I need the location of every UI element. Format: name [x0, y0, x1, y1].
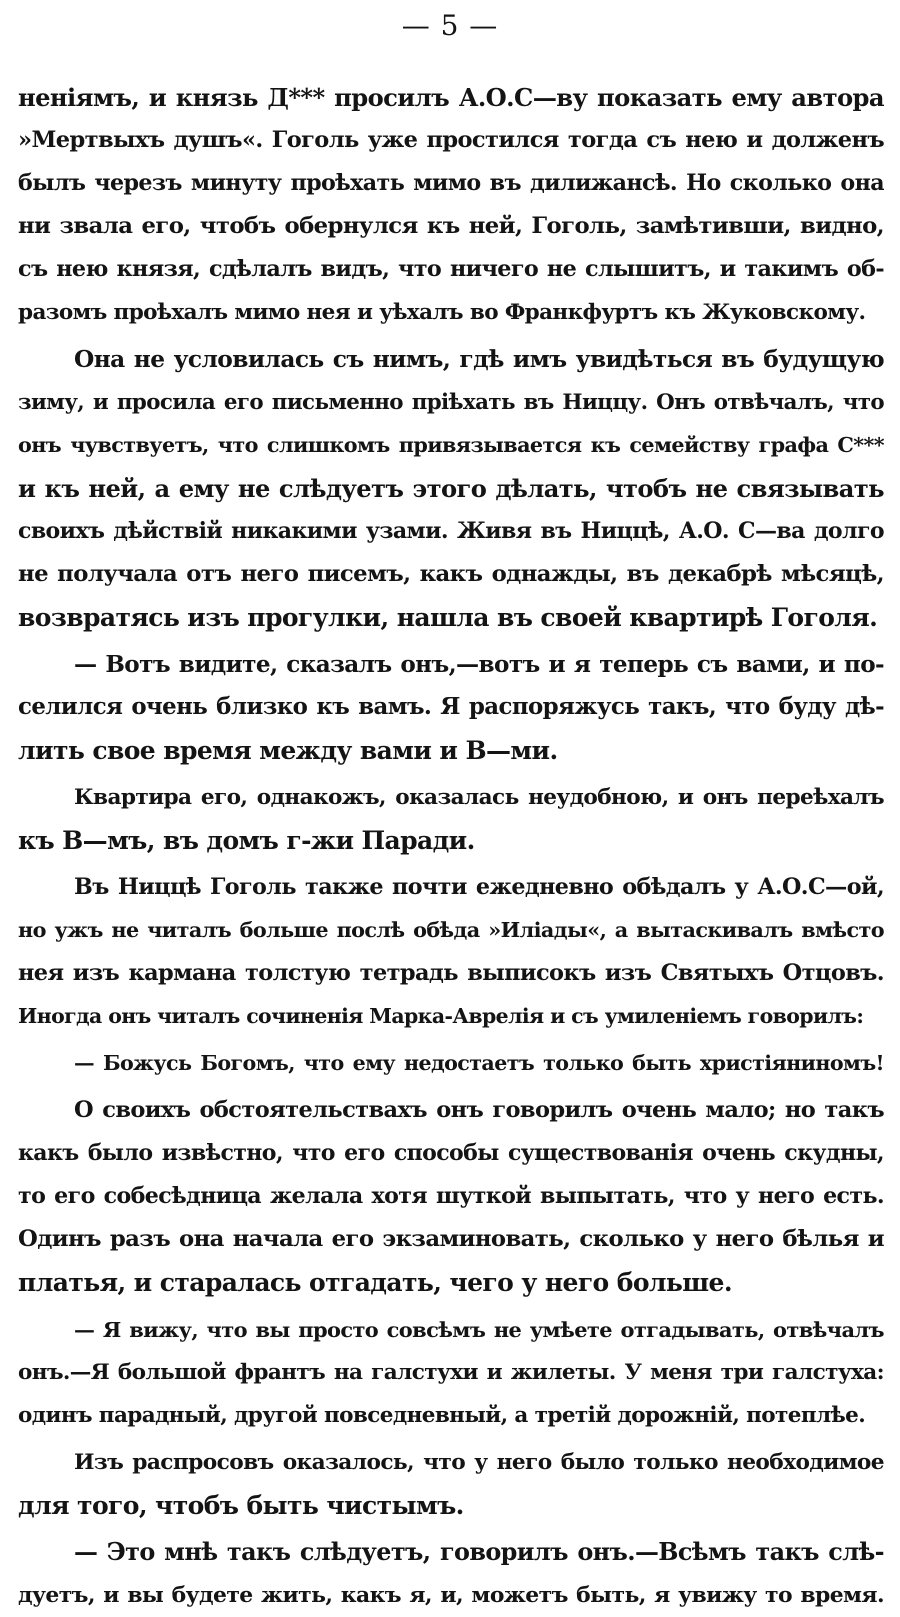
text-line: и къ ней, а ему не слѣдуетъ этого дѣлать, чтобъ не связывать [18, 474, 884, 503]
text-line: зиму, и просила его письменно прiѣхать въ Ниццу. Онъ отвѣчалъ, что [18, 390, 884, 415]
text-line: Въ Ниццѣ Гоголь также почти ежедневно обѣдалъ у А.О.С—ой, [74, 874, 884, 900]
text-line: — Я вижу, что вы просто совсѣмъ не умѣете отгадывать, отвѣчалъ [74, 1317, 884, 1342]
text-line: — Вотъ видите, сказалъ онъ,—вотъ и я теперь съ вами, и по- [74, 651, 884, 678]
text-line: Изъ распросовъ оказалось, что у него было только необходимое [74, 1450, 884, 1475]
text-line: къ В—мъ, въ домъ г-жи Паради. [18, 826, 475, 855]
text-line: нея изъ кармана толстую тетрадь выписокъ изъ Святыхъ Отцовъ. [18, 960, 884, 986]
text-line: для того, чтобъ быть чистымъ. [18, 1491, 464, 1520]
text-line: но ужъ не читалъ больше послѣ обѣда »Илiады«, а вытаскивалъ вмѣсто [18, 918, 884, 942]
text-line: не получала отъ него писемъ, какъ однажды, въ декабрѣ мѣсяцѣ, [18, 561, 884, 587]
text-line: Иногда онъ читалъ сочиненiя Марка-Аврелiя и съ умиленiемъ говорилъ: [18, 1004, 864, 1028]
text-line: онъ чувствуетъ, что слишкомъ привязывается къ семейству графа С*** [18, 433, 884, 457]
text-line: своихъ дѣйствiй никакими узами. Живя въ Ниццѣ, А.О. С—ва долго [18, 518, 884, 544]
text-line: дуетъ, и вы будете жить, какъ я, и, можетъ быть, я увижу то время. [18, 1582, 884, 1608]
body-text [18, 76, 884, 1617]
text-line: О своихъ обстоятельствахъ онъ говорилъ очень мало; но такъ [74, 1097, 884, 1123]
text-line: платья, и старалась отгадать, чего у него больше. [18, 1268, 732, 1297]
text-line: Квартира его, однакожъ, оказалась неудобною, и онъ переѣхалъ [74, 785, 884, 810]
text-line: ненiямъ, и князь Д*** просилъ А.О.С—ву показать ему автора [18, 83, 884, 112]
text-line: ни звала его, чтобъ обернулся къ ней, Гоголь, замѣтивши, видно, [18, 213, 884, 239]
text-line: лить свое время между вами и В—ми. [18, 736, 558, 765]
page-number: — 5 — [401, 9, 499, 42]
text-line: онъ.—Я большой франтъ на галстухи и жилеты. У меня три галстуха: [18, 1360, 884, 1385]
text-line: — Божусь Богомъ, что ему недостаетъ только быть христiяниномъ! [74, 1051, 884, 1075]
text-line: разомъ проѣхалъ мимо нея и уѣхалъ во Франкфуртъ къ Жуковскому. [18, 300, 866, 325]
text-line: селился очень близко къ вамъ. Я распоряжусь такъ, что буду дѣ- [18, 694, 884, 720]
text-line: одинъ парадный, другой повседневный, а третiй дорожнiй, потеплѣе. [18, 1403, 866, 1428]
text-line: Одинъ разъ она начала его экзаминовать, сколько у него бѣлья и [18, 1226, 884, 1252]
text-line: »Мертвыхъ душъ«. Гоголь уже простился тогда съ нею и долженъ [18, 127, 884, 153]
text-line: какъ было извѣстно, что его способы существованiя очень скудны, [18, 1140, 884, 1166]
text-line: то его собесѣдница желала хотя шуткой выпытать, что у него есть. [18, 1183, 884, 1209]
text-line: Она не условилась съ нимъ, гдѣ имъ увидѣться въ будущую [74, 346, 884, 373]
text-line: съ нею князя, сдѣлалъ видъ, что ничего не слышитъ, и такимъ об- [18, 256, 884, 282]
text-line: возвратясь изъ прогулки, нашла въ своей квартирѣ Гоголя. [18, 603, 878, 632]
text-line: былъ черезъ минуту проѣхать мимо въ дилижансѣ. Но сколько она [18, 170, 884, 196]
text-line: — Это мнѣ такъ слѣдуетъ, говорилъ онъ.—Всѣмъ такъ слѣ- [74, 1538, 884, 1566]
